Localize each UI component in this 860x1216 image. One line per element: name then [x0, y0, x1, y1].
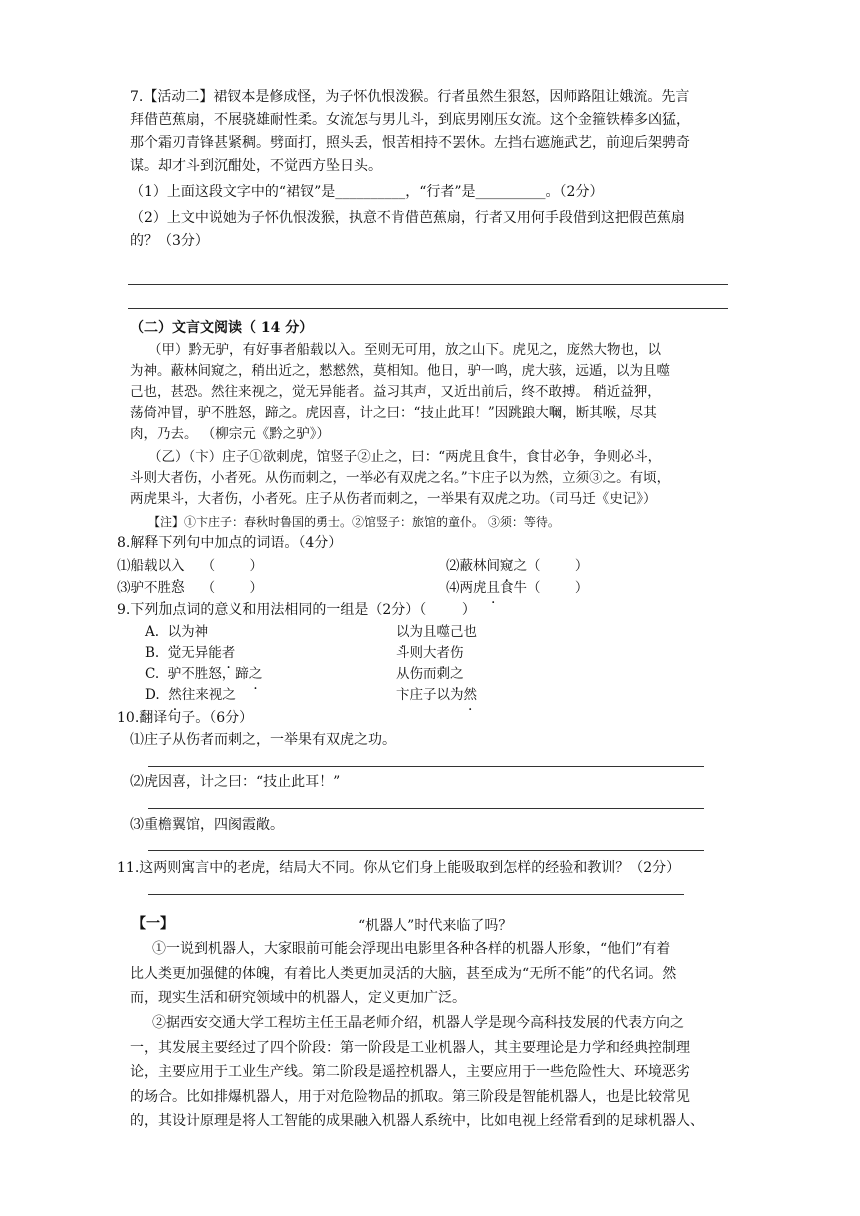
q9-title: 9.下列加点词的意义和用法相同的一组是（2分）（ ） — [117, 602, 476, 618]
q8-item-4: ⑷两虎且食牛（ ） — [446, 580, 589, 596]
jia-line-5: 肉，乃去。 （柳宗元《黔之驴》） — [130, 426, 331, 442]
answer-line — [148, 894, 684, 895]
q9-option-d-compare: 卞庄子以为然 — [396, 687, 477, 703]
section3-label: 【一】 — [132, 916, 174, 932]
jia-line-3: 己也，甚恐。然往来视之，觉无异能者。益习其声，又近出前后，终不敢搏。 稍近益狎， — [130, 384, 661, 400]
q9-option-d: D. 然往来视之 — [145, 687, 236, 703]
q7-line-4: 谋。却才斗到沉酣处，不觉西方坠日头。 — [130, 158, 382, 174]
jia-line-2: 为神。蔽林间窥之，稍出近之，憖憖然，莫相知。他日，驴一鸣，虎大骇，远遁，以为且噬 — [130, 363, 670, 379]
q7-line-3: 那个霜刃青锋甚紧稠。劈面打，照头丢，恨苦相持不罢休。左挡右遮施武艺，前迎后架骋奇 — [130, 135, 690, 151]
answer-line — [148, 808, 704, 809]
para1-line-3: 而，现实生活和研究领域中的机器人，定义更加广泛。 — [130, 990, 466, 1006]
answer-line — [128, 284, 728, 285]
para1-line-1: ①一说到机器人，大家眼前可能会浮现出电影里各种各样的机器人形象，“他们”有着 — [152, 941, 671, 957]
q10-title: 10.翻译句子。（6分） — [117, 710, 254, 726]
q7-sub2-line-1: （2）上文中说她为子怀仇恨泼猴，执意不肯借芭蕉扇，行者又用何手段借到这把假芭蕉扇 — [130, 210, 685, 226]
answer-line — [148, 850, 704, 851]
para2-line-4: 的场合。比如排爆机器人，用于对危险物品的抓取。第三阶段是智能机器人，也是比较常见 — [130, 1089, 690, 1105]
jia-line-1: （甲）黔无驴，有好事者船载以入。至则无可用，放之山下。虎见之，庞然大物也，以 — [148, 342, 661, 358]
answer-line — [148, 766, 704, 767]
q10-item-1: ⑴庄子从伤者而刺之，一举果有双虎之功。 — [130, 732, 396, 748]
q8-item-2: ⑵蔽林间窥之（ ） — [446, 558, 589, 574]
q9-option-a-compare: 以为且噬己也 — [396, 624, 477, 640]
q8-title: 8.解释下列句中加点的词语。（4分） — [117, 535, 343, 551]
note: 【注】①卞庄子：春秋时鲁国的勇士。②馆竖子：旅馆的童仆。 ③须：等待。 — [148, 515, 560, 529]
q10-item-3: ⑶重檐翼馆，四阂霞敞。 — [130, 817, 284, 833]
q10-item-2: ⑵虎因喜，计之曰：“技止此耳！” — [130, 774, 341, 790]
q7-line-1: 7.【活动二】裙钗本是修成怪，为子怀仇恨泼猴。行者虽然生狠怒，因师路阻让娥流。先言 — [130, 89, 690, 105]
section2-title: （二）文言文阅读（ 14 分） — [130, 320, 314, 336]
q9-option-c: C. 驴不胜怒，蹄之 — [145, 666, 263, 682]
yi-line-2: 斗则大者伤，小者死。从伤而刺之，一举必有双虎之名。”卞庄子以为然，立须③之。有顷， — [130, 470, 671, 486]
q11-text: 11.这两则寓言中的老虎，结局大不同。你从它们身上能吸取到怎样的经验和教训？（2分） — [117, 860, 681, 876]
para1-line-2: 比人类更加强健的体魄，有着比人类更加灵活的大脑，甚至成为“无所不能”的代名词。然 — [130, 966, 677, 982]
para2-line-3: 论，主要应用于工业生产线。第二阶段是遥控机器人，主要应用于一些危险性大、环境恶劣 — [130, 1064, 690, 1080]
jia-line-4: 荡倚冲冒，驴不胜怒，蹄之。虎因喜，计之曰：“技止此耳！”因跳踉大㘎，断其喉，尽其 — [130, 405, 657, 421]
q7-sub2-line-2: 的？（3分） — [130, 233, 209, 249]
yi-line-1: （乙）（卞）庄子①欲刺虎，馆竖子②止之，曰：“两虎且食牛，食甘必争，争则必斗， — [148, 449, 662, 465]
para2-line-2: 一，其发展主要经过了四个阶段：第一阶段是工业机器人，其主要理论是力学和经典控制理 — [130, 1040, 690, 1056]
answer-line — [128, 308, 728, 309]
q9-option-b-compare: 斗则大者伤 — [396, 645, 464, 661]
q9-option-b: B. 觉无异能者 — [145, 645, 236, 661]
section3-title: “机器人”时代来临了吗？ — [358, 918, 513, 934]
q9-option-c-compare: 从伤而刺之 — [396, 666, 464, 682]
q8-item-1: ⑴船载以入 （ ） — [117, 558, 263, 574]
yi-line-3: 两虎果斗，大者伤，小者死。庄子从伤者而刺之，一举果有双虎之功。（司马迁《史记》） — [130, 491, 657, 507]
q7-line-2: 拜借芭蕉扇，不展骁雄耐性柔。女流怎与男儿斗，到底男刚压女流。这个金箍铁棒多凶猛， — [130, 112, 690, 128]
q7-sub1: （1）上面这段文字中的“裙钗”是__________，“行者”是__________。（2分） — [130, 184, 604, 200]
para2-line-5: 的，其设计原理是将人工智能的成果融入机器人系统中，比如电视上经常看到的足球机器人、 — [130, 1113, 704, 1129]
q9-option-a: A. 以为神 — [145, 624, 209, 640]
q8-item-3: ⑶驴不胜怒 （ ） — [117, 580, 263, 596]
para2-line-1: ②据西安交通大学工程坊主任王晶老师介绍，机器人学是现今高科技发展的代表方向之 — [152, 1015, 684, 1031]
